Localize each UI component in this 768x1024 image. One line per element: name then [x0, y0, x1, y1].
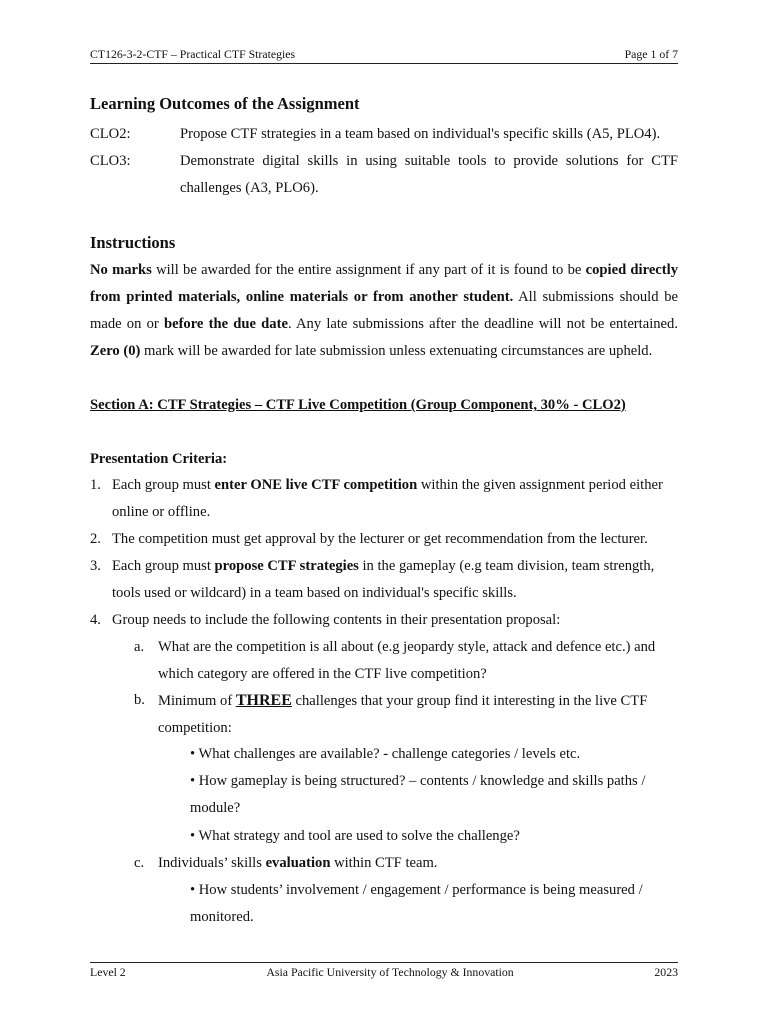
item-4-text: Group needs to include the following contents in their presentation proposal:: [112, 612, 561, 628]
sub-b-bullet-1: • What challenges are available? - challenge categories / levels etc.: [190, 746, 581, 762]
clo2-text: Propose CTF strategies in a team based on individual's specific skills (A5, PLO4).: [180, 126, 661, 142]
instructions-paragraph: [90, 257, 678, 365]
instructions-text-1: will be awarded for the entire assignment if any part of it is found to be: [151, 262, 586, 278]
item-3-text-b: in the gameplay (e.g team division, team strength, tools used or wildcard) in a team based on individual's specific skills.: [112, 558, 655, 601]
three-emphasis: THREE: [235, 692, 292, 709]
sub-b-text-b: challenges that your group find it interesting in the live CTF competition:: [158, 693, 648, 736]
sub-c-text-b: within CTF team.: [330, 855, 438, 871]
outcomes-heading: Learning Outcomes of the Assignment: [90, 94, 360, 113]
sub-b-bullet-3: • What strategy and tool are used to solve the challenge?: [190, 828, 520, 844]
item-1-text: [112, 472, 678, 526]
item-3-text-a: Each group must: [112, 558, 215, 574]
evaluation-emphasis: evaluation: [265, 855, 331, 871]
zero-emphasis: Zero (0): [90, 343, 141, 359]
course-title: CT126-3-2-CTF – Practical CTF Strategies: [90, 47, 296, 61]
due-date-emphasis: before the due date: [163, 316, 288, 332]
item-3-number: 3.: [90, 558, 101, 574]
section-a-title: Section A: CTF Strategies – CTF Live Competition (Group Component, 30% - CLO2): [90, 397, 626, 413]
instructions-text-3: . Any late submissions after the deadline will not be entertained.: [287, 316, 678, 332]
clo3-text: Demonstrate digital skills in using suitable tools to provide solutions for CTF challenges (A3, PLO6).: [180, 153, 678, 196]
page-number: Page 1 of 7: [624, 47, 678, 61]
sub-a-text: What are the competition is all about (e.g jeopardy style, attack and defence etc.) and which category are offered in the CTF live competition?: [158, 639, 656, 682]
footer-year: 2023: [654, 965, 678, 979]
instructions-heading: Instructions: [90, 233, 176, 252]
criteria-title: Presentation Criteria:: [90, 451, 228, 467]
sub-c-text-a: Individuals’ skills: [158, 855, 266, 871]
item-1-text-b: within the given assignment period either online or offline.: [112, 477, 663, 520]
footer-level: Level 2: [90, 965, 126, 979]
sub-b-letter: b.: [134, 692, 145, 708]
item-2-number: 2.: [90, 531, 101, 547]
item-1-number: 1.: [90, 477, 101, 493]
sub-b-bullet-2: • How gameplay is being structured? – contents / knowledge and skills paths / module?: [190, 773, 646, 816]
page-footer: [90, 962, 678, 980]
item-3-emphasis: propose CTF strategies: [214, 558, 359, 574]
sub-b-text: [158, 687, 678, 742]
footer-institution: Asia Pacific University of Technology & Innovation: [266, 965, 514, 979]
copied-emphasis: copied directly from printed materials, online materials or from another student.: [90, 262, 678, 305]
sub-c-letter: c.: [134, 855, 145, 871]
sub-b-text-a: Minimum of: [158, 693, 236, 709]
sub-c-text: [158, 850, 678, 877]
item-1-emphasis: enter ONE live CTF competition: [214, 477, 418, 493]
clo2-code: CLO2:: [90, 126, 131, 142]
item-4-number: 4.: [90, 612, 101, 628]
clo3-code: CLO3:: [90, 153, 131, 169]
no-marks-emphasis: No marks: [90, 262, 152, 278]
item-1-text-a: Each group must: [112, 477, 215, 493]
item-3-text: [112, 553, 678, 607]
sub-a-letter: a.: [134, 639, 145, 655]
sub-c-bullet-1: • How students’ involvement / engagement / performance is being measured / monitored.: [190, 882, 643, 925]
instructions-text-4: mark will be awarded for late submission unless extenuating circumstances are upheld.: [140, 343, 653, 359]
page-header: [90, 47, 678, 64]
instructions-text-2: All submissions should be made on or: [90, 289, 678, 332]
item-2-text: The competition must get approval by the lecturer or get recommendation from the lecturer.: [112, 531, 648, 547]
